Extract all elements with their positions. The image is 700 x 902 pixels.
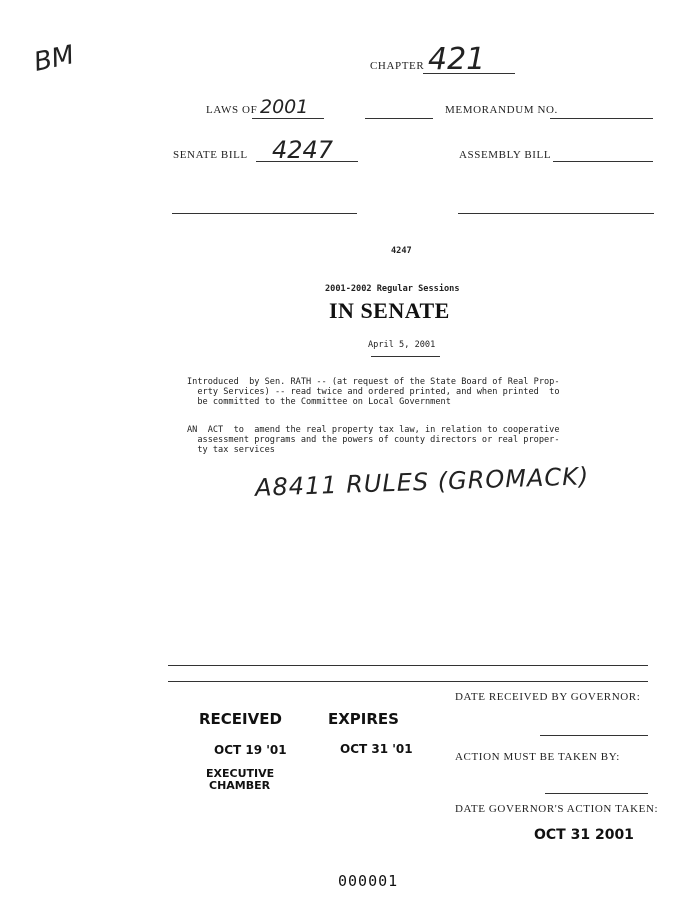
blank-line-middle [365, 118, 433, 119]
page-number: 000001 [338, 872, 399, 890]
action-must-be-taken-label: ACTION MUST BE TAKEN BY: [455, 751, 620, 763]
introduced-line: Introduced by Sen. RATH -- (at request of the State Board of Real Prop- [187, 377, 560, 387]
expires-date-stamp: OCT 31 '01 [340, 742, 413, 756]
executive-stamp: EXECUTIVE [206, 767, 275, 780]
senate-bill-label: SENATE BILL [173, 149, 248, 161]
bill-date: April 5, 2001 [368, 340, 436, 350]
session-title: 2001-2002 Regular Sessions [325, 284, 460, 294]
action-must-underline [545, 793, 648, 794]
date-received-underline [540, 735, 648, 736]
act-paragraph [187, 425, 560, 455]
act-line: assessment programs and the powers of county directors or real proper- [187, 435, 560, 445]
introduced-line: be committed to the Committee on Local Government [187, 397, 451, 407]
date-underline [371, 356, 440, 357]
bottom-separator-2 [168, 681, 648, 682]
chapter-label: CHAPTER [370, 60, 425, 72]
chapter-value: 421 [428, 42, 486, 77]
bottom-separator-1 [168, 665, 648, 666]
chamber-stamp: CHAMBER [209, 779, 271, 792]
senate-bill-value: 4247 [272, 136, 334, 164]
act-line: AN ACT to amend the real property tax law, in relation to cooperative [187, 425, 560, 435]
laws-of-label: LAWS OF [206, 104, 258, 116]
memorandum-underline [550, 118, 653, 119]
act-line: ty tax services [187, 445, 275, 455]
separator-left [172, 213, 357, 214]
chamber-title: IN SENATE [329, 298, 450, 323]
laws-of-underline [252, 118, 324, 119]
handwritten-note: A8411 RULES (GROMACK) [254, 462, 590, 502]
assembly-bill-label: ASSEMBLY BILL [459, 149, 552, 161]
memorandum-label: MEMORANDUM NO. [445, 104, 558, 116]
introduced-paragraph [187, 377, 560, 407]
separator-right [458, 213, 654, 214]
action-taken-date: OCT 31 2001 [534, 827, 634, 843]
corner-initials: BM [31, 40, 77, 78]
assembly-bill-underline [553, 161, 653, 162]
senate-bill-underline [256, 161, 358, 162]
bill-number: 4247 [391, 246, 412, 256]
laws-of-value: 2001 [260, 96, 309, 118]
action-taken-label: DATE GOVERNOR'S ACTION TAKEN: [455, 803, 659, 815]
introduced-line: erty Services) -- read twice and ordered printed, and when printed to [187, 387, 560, 397]
received-date-stamp: OCT 19 '01 [214, 743, 287, 757]
received-stamp: RECEIVED [199, 710, 282, 728]
expires-stamp: EXPIRES [328, 710, 399, 728]
chapter-underline [423, 73, 515, 74]
date-received-label: DATE RECEIVED BY GOVERNOR: [455, 691, 641, 703]
